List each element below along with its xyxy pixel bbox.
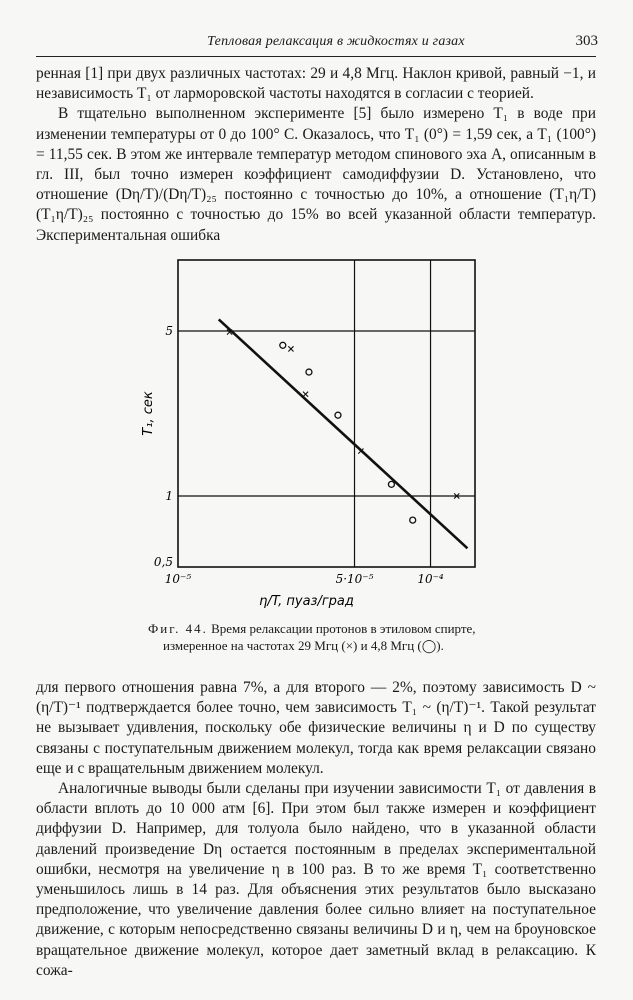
y-tick-label: 5	[165, 324, 173, 339]
x-tick-label: 10⁻⁴	[417, 572, 444, 586]
circle-point	[335, 412, 341, 418]
circle-point	[388, 481, 394, 487]
circle-point	[410, 517, 416, 523]
caption-line-1: Время релаксации протонов в этиловом спирте,	[211, 621, 476, 636]
paragraph-pressure: Аналогичные выводы были сделаны при изучении зависимости T₁ от давления в области вплоть до 10 000 атм [6]. При этом был также измерен и коэффициент диффузии D. Например, для толуола было найдено, что в указанной области давлений произведение Dη остается постоянным в пределах экспериментальной ошибки, несмотря на увеличение η в 100 раз. В то же время T₁ соответственно уменьшилось лишь в 14 раз. Для объяснения этих результатов было высказано предположение, что увеличение давления более сильно влияет на поступательное движение, с которым непосредственно связаны величины D и η, чем на броуновское вращательное движение молекул, которое дает заметный вклад в релаксацию. К сожа-	[36, 780, 596, 979]
chart-grid	[178, 260, 475, 567]
paragraph-diffusion-ratio: для первого отношения равна 7%, а для второго — 2%, поэтому зависимость D ~ (η/T)⁻¹ подтверждается более точно, чем зависимость T₁ ~ (η/T)⁻¹. Такой результат не вызывает удивления, поскольку обе физические величины η и D по существу связаны с поступательным движением молекул, тогда как время релаксации связано еще и с вращательным движением молекул.	[36, 679, 596, 777]
x-axis-label: η/T, пуаз/град	[259, 594, 354, 609]
x-tick-label: 5·10⁻⁵	[335, 572, 374, 586]
cross-point	[303, 392, 308, 397]
caption-label: Фиг. 44.	[148, 621, 208, 636]
text-block-bottom	[36, 678, 596, 981]
figure-44	[140, 255, 500, 610]
text-block-top	[36, 64, 596, 246]
caption-line-2: измеренное на частотах 29 Мгц (×) и 4,8 Мгц (◯).	[163, 638, 444, 653]
chart-ticks	[154, 324, 444, 586]
paragraph-water-experiment: В тщательно выполненном эксперименте [5] было измерено T₁ в воде при изменении температуры от 0 до 100° С. Оказалось, что T₁ (0°) = 1,59 сек, а T₁ (100°) = 11,55 сек. В этом же интервале температур методом спинового эха A, описанным в гл. III, был точно измерен коэффициент самодиффузии D. Установлено, что отношение (Dη/T)/(Dη/T)₂₅ постоянно с точностью до 10%, а отношение (T₁η/T)(T₁η/T)₂₅ постоянно с точностью до 15% во всей указанной области температур. Экспериментальная ошибка	[36, 105, 596, 244]
circle-point	[306, 369, 312, 375]
relaxation-chart	[140, 255, 500, 610]
running-head	[36, 34, 596, 57]
y-tick-label: 1	[165, 488, 173, 503]
running-head-title: Тепловая релаксация в жидкостях и газах	[207, 34, 465, 49]
circle-point	[280, 342, 286, 348]
figure-caption	[148, 620, 500, 654]
x-tick-label: 10⁻⁵	[164, 572, 192, 586]
paragraph-continued: ренная [1] при двух различных частотах: 29 и 4,8 Мгц. Наклон кривой, равный −1, и независимость T₁ от ларморовской частоты находятся в согласии с теорией.	[36, 65, 596, 103]
cross-point	[288, 346, 293, 351]
y-axis-label: T₁, сек	[141, 391, 156, 436]
page-number: 303	[575, 33, 598, 49]
y-tick-label: 0,5	[153, 555, 173, 569]
